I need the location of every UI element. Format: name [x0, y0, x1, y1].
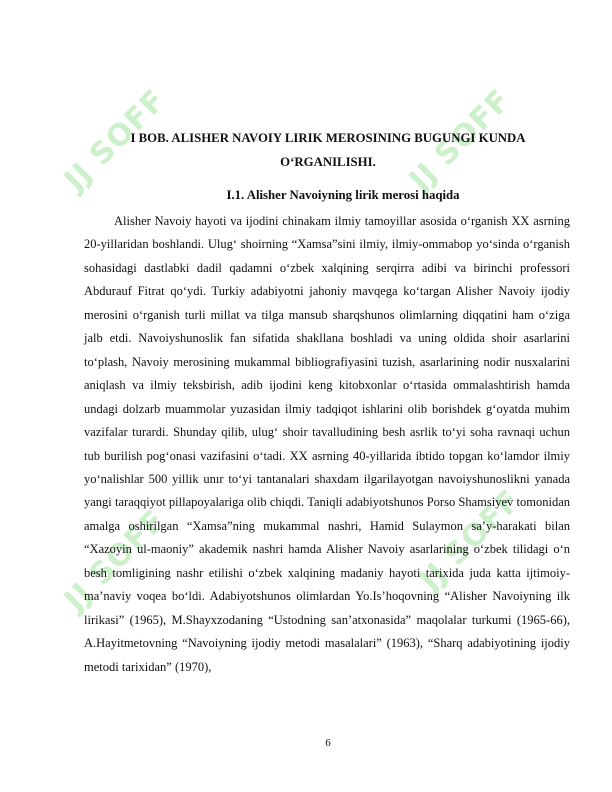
- svg-text:JJ SOFF: JJ SOFF: [412, 482, 528, 598]
- svg-text:JJ SOFF: JJ SOFF: [57, 82, 173, 198]
- chapter-title: I BOB. ALISHER NAVOIY LIRIK MEROSINING BUGUNGI KUNDA O‘RGANILISHI.: [130, 131, 526, 169]
- svg-text:JJ SOFF: JJ SOFF: [57, 502, 173, 618]
- svg-text:JJ SOFF: JJ SOFF: [402, 82, 518, 198]
- body-paragraph: Alisher Navoiy hayoti va ijodini chinakam ilmiy tamoyillar asosida o‘rganish XX asrning 20-yillaridan boshlandi. Ulug‘ shoirning “Xamsa”sini ilmiy, ilmiy-ommabop yo‘sinda o‘rganish sohasidagi dastlabki dadil qadamni o‘zbek xalqining serqirra adibi va birinchi professori Abdurauf Fitrat qo‘ydi. Turkiy adabiyotni jahoniy mavqega ko‘targan Alisher Navoiy ijodiy merosini o‘rganish turli millat va tilga mansub sharqshunos olimlarning diqqatini ham o‘ziga jalb etdi. Navoiyshunoslik fan sifatida shakllana boshladi va uning oldida shoir asarlarini to‘plash, Navoiy merosining mukammal bibliografiyasini tuzish, asarlarining nodir nusxalarini aniqlash va ilmiy teksbirish, adib ijodini keng kitobxonlar o‘rtasida ommalashtirish hamda undagi dolzarb muammolar yuzasidan ilmiy tadqiqot ishlarini olib borishdek g‘oyatda muhim vazifalar turardi. Shunday qilib, ulug‘ shoir tavalludining besh asrlik to‘yi soha ravnaqi uchun tub burilish pog‘onasi vazifasini o‘tadi. XX asrning 40-yillarida ibtido topgan ko‘lamdor ilmiy yo‘nalishlar 500 yillik unır to‘yi tantanalari shaxdam ilgarilayotgan navoiyshunoslikni yanada yangi taraqqiyot pillapoyalariga olib chiqdi. Taniqli adabiyotshunos Porso Shamsiyev tomonidan amalga oshirilgan “Xamsa”ning mukammal nashri, Hamid Sulaymon sa’y-harakati bilan “Xazoyin ul-maoniy” akademik nashri hamda Alisher Navoiy asarlarining o‘zbek tilidagi o‘n besh tomligining nashr etilishi o‘zbek xalqining madaniy hayoti tarixida juda katta ijtimoiy-ma’naviy voqea bo‘ldi. Adabiyotshunos olimlardan Yo.Is’hoqovning “Alisher Navoiyning ilk lirikasi” (1965), M.Shayxzodaning “Ustodning san’atxonasida” maqolalar turkumi (1965-66), A.Hayitmetovning “Navoiyning ijodiy metodi masalalari” (1963), “Sharq adabiyotining ijodiy metodi tarixidan” (1970),: [84, 214, 570, 674]
- page-number: 6: [325, 737, 331, 749]
- section-subtitle: I.1. Alisher Navoiyning lirik merosi haqida: [226, 188, 460, 202]
